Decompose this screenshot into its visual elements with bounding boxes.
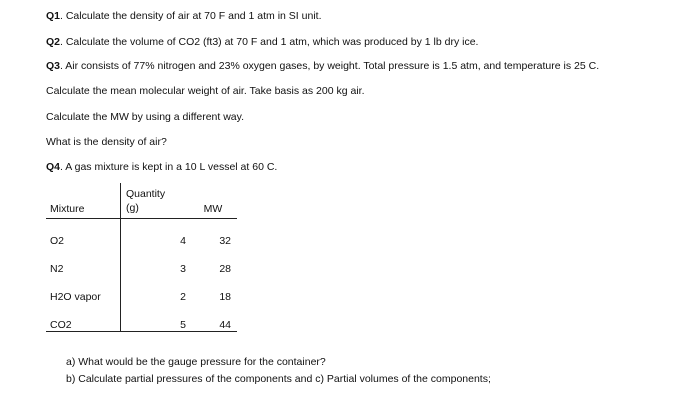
- question-2: [46, 36, 478, 48]
- cell-mw: 18: [219, 291, 231, 303]
- question-text: . Calculate the density of air at 70 F and 1 atm in SI unit.: [60, 10, 322, 22]
- table-row: [46, 247, 237, 275]
- subquestion-b: b) Calculate partial pressures of the components and c) Partial volumes of the components;: [66, 373, 491, 385]
- question-1: [46, 10, 322, 22]
- question-text: . A gas mixture is kept in a 10 L vessel at 60 C.: [60, 161, 278, 173]
- subquestion-a: a) What would be the gauge pressure for the container?: [66, 356, 326, 368]
- question-3-line-2: Calculate the mean molecular weight of air. Take basis as 200 kg air.: [46, 85, 365, 97]
- question-4: [46, 161, 277, 173]
- question-3-line-3: Calculate the MW by using a different way.: [46, 111, 245, 123]
- cell-mw: 44: [195, 303, 237, 332]
- header-mw: MW: [195, 183, 237, 219]
- cell-mixture: H2O vapor: [50, 291, 101, 303]
- cell-quantity: 4: [121, 219, 196, 248]
- cell-mw: 32: [219, 235, 231, 247]
- question-text: . Air consists of 77% nitrogen and 23% oxygen gases, by weight. Total pressure is 1.5 atm, and temperature is 25 C.: [60, 60, 600, 72]
- table-row: [46, 219, 237, 248]
- cell-mixture: O2: [50, 235, 65, 247]
- question-3-line-4: What is the density of air?: [46, 136, 167, 148]
- cell-quantity: 5: [121, 303, 196, 332]
- question-number: Q4: [46, 161, 61, 173]
- header-quantity-line-1: Quantity: [126, 188, 166, 200]
- header-quantity: [121, 183, 196, 219]
- cell-quantity: 3: [121, 247, 196, 275]
- table-row: [46, 275, 237, 303]
- header-mixture: Mixture: [46, 183, 121, 219]
- cell-mw: 28: [219, 263, 231, 275]
- question-3: [46, 60, 599, 72]
- question-text: . Calculate the volume of CO2 (ft3) at 70 F and 1 atm, which was produced by 1 lb dry ice.: [60, 36, 479, 48]
- header-quantity-line-2: (g): [126, 202, 139, 214]
- question-number: Q1: [46, 10, 61, 22]
- gas-mixture-table: [46, 183, 237, 332]
- cell-mixture: N2: [50, 263, 64, 275]
- cell-mixture: CO2: [46, 303, 121, 332]
- table-header-row: [46, 183, 237, 219]
- table-row: [46, 303, 237, 332]
- cell-quantity: 2: [121, 275, 196, 303]
- question-number: Q2: [46, 36, 61, 48]
- question-number: Q3: [46, 60, 61, 72]
